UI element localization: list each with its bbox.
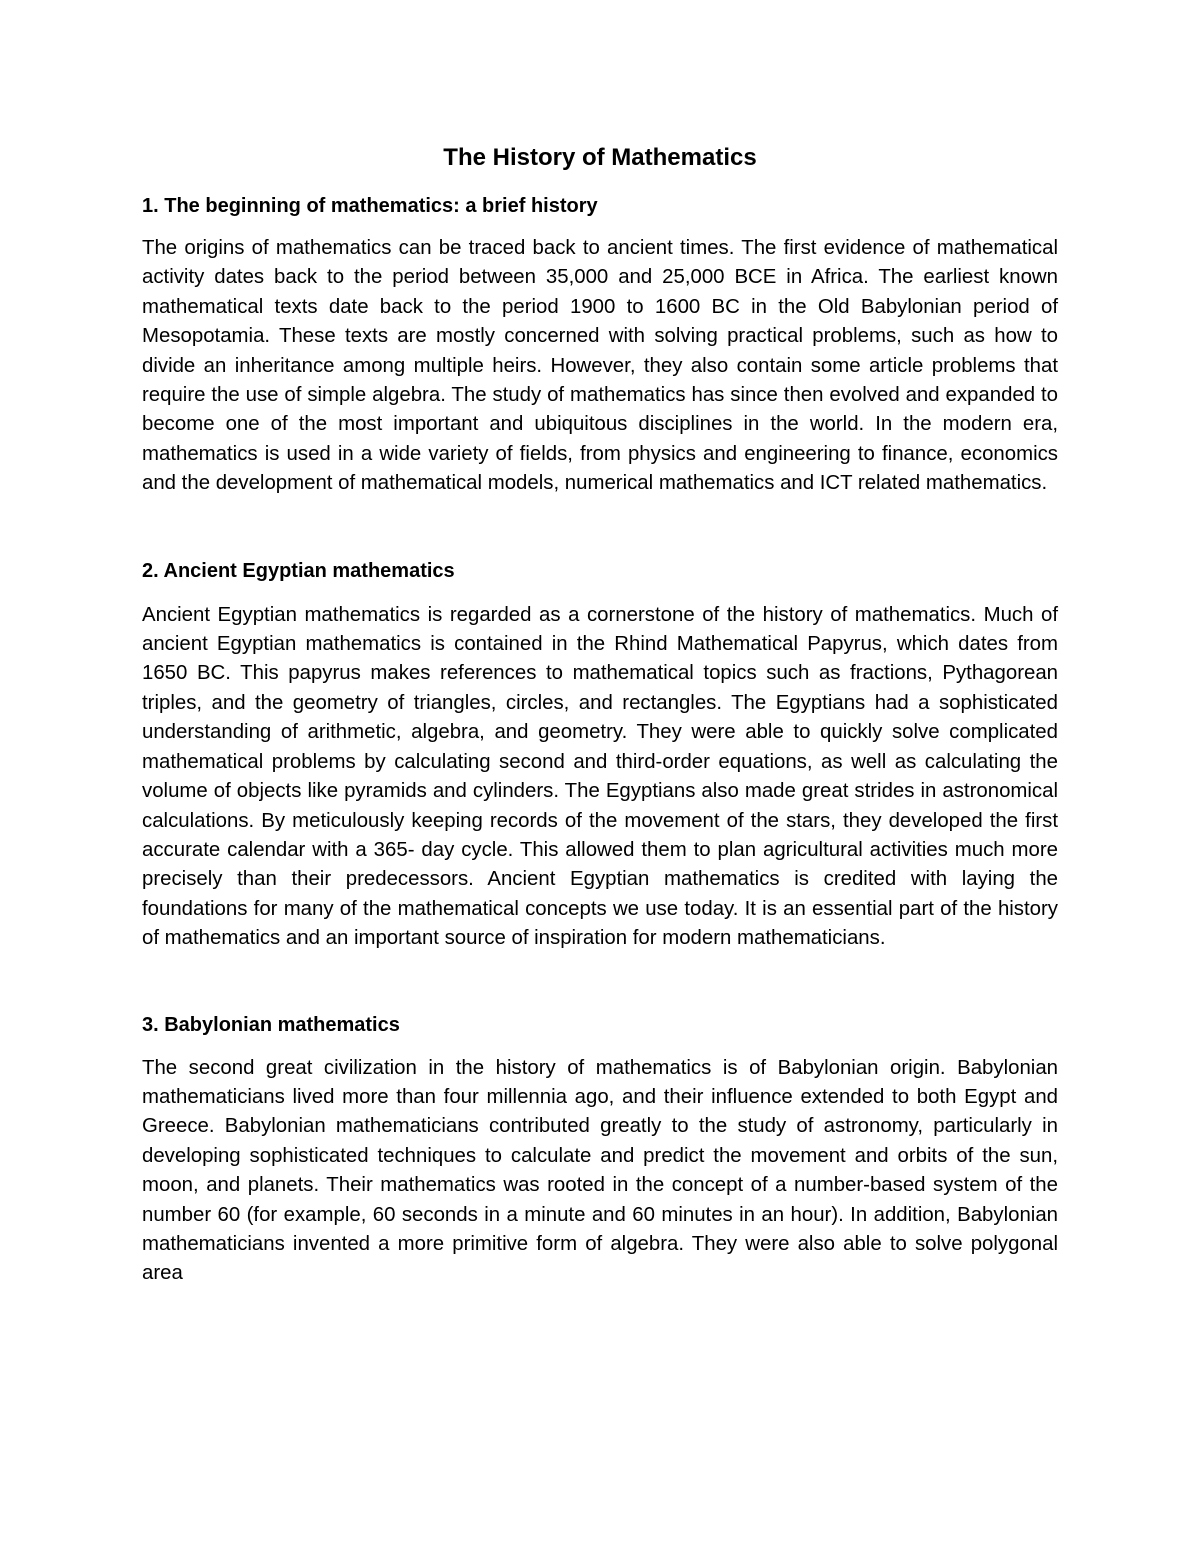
section-heading-beginning: 1. The beginning of mathematics: a brief history [142,195,598,217]
document-content [142,140,1058,1289]
section-heading-egyptian: 2. Ancient Egyptian mathematics [142,559,455,582]
section-body-egyptian: Ancient Egyptian mathematics is regarded as a cornerstone of the history of mathematics. Much of ancient Egyptian mathematics is contained in the Rhind Mathematical Papyrus, which dates from 1650 BC. This papyrus makes references to mathematical topics such as fractions, Pythagorean triples, and the geometry of triangles, circles, and rectangles. The Egyptians had a sophisticated understanding of arithmetic, algebra, and geometry. They were able to quickly solve complicated mathematical problems by calculating second and third-order equations, as well as calculating the volume of objects like pyramids and cylinders. The Egyptians also made great strides in astronomical calculations. By meticulously keeping records of the movement of the stars, they developed the first accurate calendar with a 365- day cycle. This allowed them to plan agricultural activities much more precisely than their predecessors. Ancient Egyptian mathematics is credited with laying the foundations for many of the mathematical concepts we use today. It is an essential part of the history of mathematics and an important source of inspiration for modern mathematicians. [142,603,1058,950]
document-title: The History of Mathematics [443,144,757,171]
section-body-beginning: The origins of mathematics can be traced back to ancient times. The first evidence of mathematical activity dates back to the period between 35,000 and 25,000 BCE in Africa. The earliest known mathematical texts date back to the period 1900 to 1600 BC in the Old Babylonian period of Mesopotamia. These texts are mostly concerned with solving practical problems, such as how to divide an inheritance among multiple heirs. However, they also contain some article problems that require the use of simple algebra. The study of mathematics has since then evolved and expanded to become one of the most important and ubiquitous disciplines in the world. In the modern era, mathematics is used in a wide variety of fields, from physics and engineering to finance, economics and the development of mathematical models, numerical mathematics and ICT related mathematics. [142,237,1058,495]
section-heading-babylonian: 3. Babylonian mathematics [142,1013,400,1036]
section-body-babylonian: The second great civilization in the history of mathematics is of Babylonian origin. Babylonian mathematicians lived more than four millennia ago, and their influence extended to both Egypt and Greece. Babylonian mathematicians contributed greatly to the study of astronomy, particularly in developing sophisticated techniques to calculate and predict the movement and orbits of the sun, moon, and planets. Their mathematics was rooted in the concept of a number-based system of the number 60 (for example, 60 seconds in a minute and 60 minutes in an hour). In addition, Babylonian mathematicians invented a more primitive form of algebra. They were also able to solve polygonal area [142,1056,1058,1285]
